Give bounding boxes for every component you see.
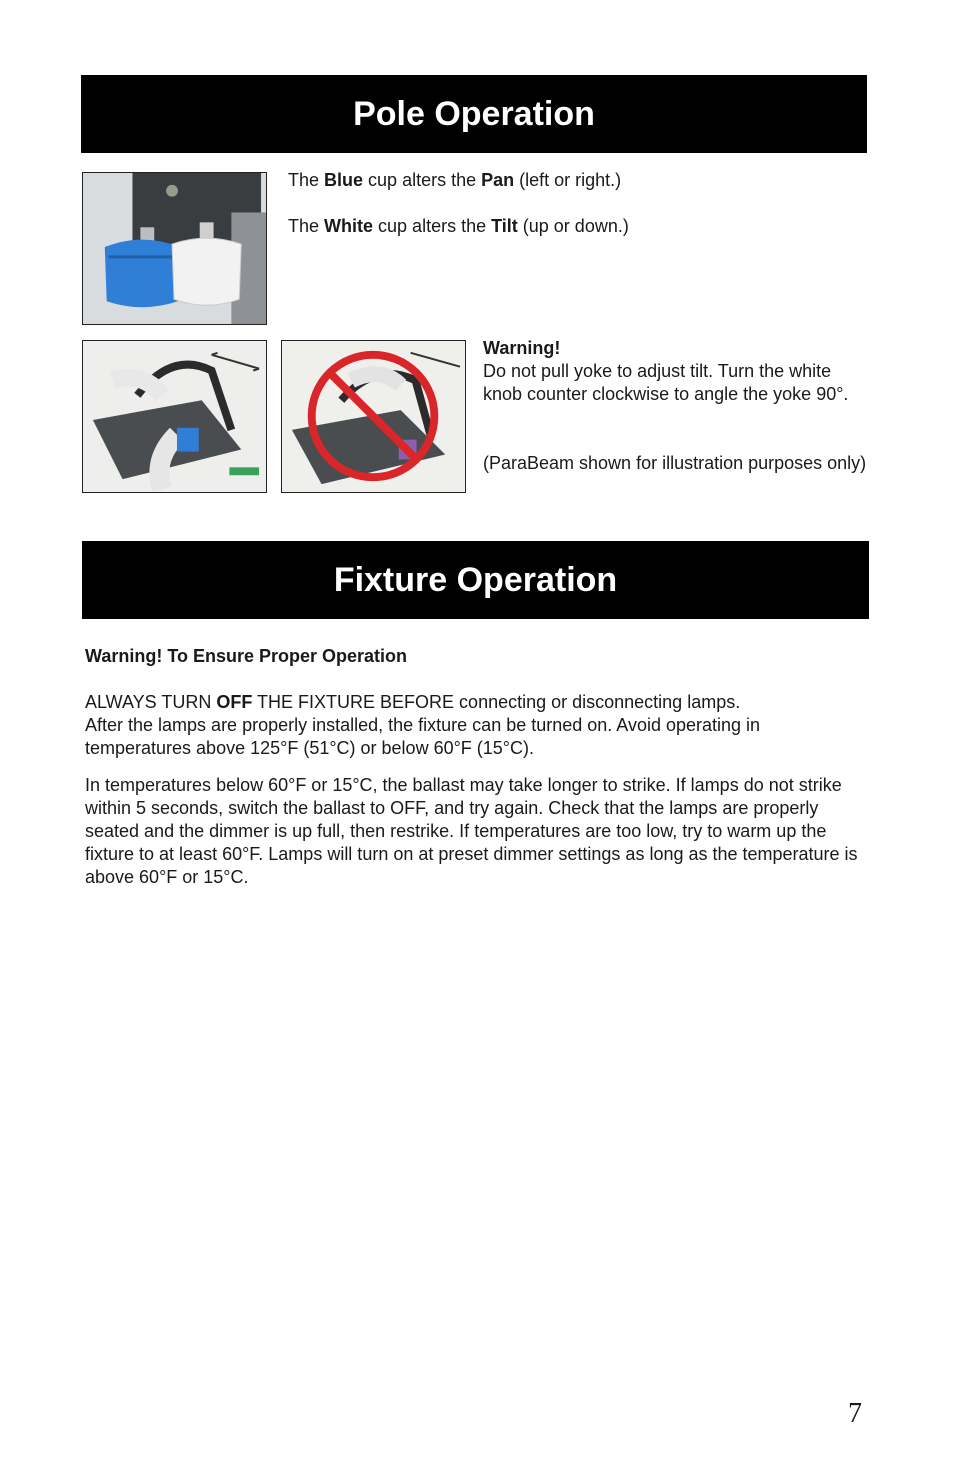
tilt-warning-heading: Warning! [483, 338, 561, 358]
pan-tilt-cups-photo [82, 172, 267, 325]
pole-operation-title: Pole Operation [353, 94, 595, 133]
turn-off-instruction: ALWAYS TURN OFF THE FIXTURE BEFORE connecting or disconnecting lamps. [85, 692, 741, 712]
pan-instruction: The Blue cup alters the Pan (left or right.) [288, 170, 622, 190]
proper-operation-heading: Warning! To Ensure Proper Operation [85, 646, 408, 666]
pan-tilt-cups-illustration [83, 173, 266, 324]
fixture-operation-heading [82, 541, 869, 619]
illustration-note: (ParaBeam shown for illustration purposes only) [483, 453, 867, 473]
operating-temperature-note: After the lamps are properly installed, the fixture can be turned on. Avoid operating in temperatures above 125°F (51°C) or below 60°F (15°C). [85, 715, 761, 758]
fixture-operation-title: Fixture Operation [333, 560, 618, 599]
pole-operation-heading [81, 75, 867, 153]
tilt-warning-text: Do not pull yoke to adjust tilt. Turn the white knob counter clockwise to angle the yoke 90°. [483, 361, 849, 404]
incorrect-tilt-photo [281, 340, 466, 493]
low-temperature-instructions: In temperatures below 60°F or 15°C, the ballast may take longer to strike. If lamps do not strike within 5 seconds, switch the ballast to OFF, and try again. Check that the lamps are properly seated and the dimmer is up full, then restrike. If temperatures are too low, try to warm up the fixture to at least 60°F. Lamps will turn on at preset dimmer settings as long as the temperature is above 60°F or 15°C. [85, 775, 858, 887]
correct-tilt-illustration [83, 341, 266, 492]
correct-tilt-photo [82, 340, 267, 493]
page-number: 7 [848, 1398, 862, 1429]
tilt-warning [483, 337, 868, 406]
incorrect-tilt-illustration [282, 341, 465, 492]
tilt-instruction: The White cup alters the Tilt (up or down.) [288, 216, 629, 236]
